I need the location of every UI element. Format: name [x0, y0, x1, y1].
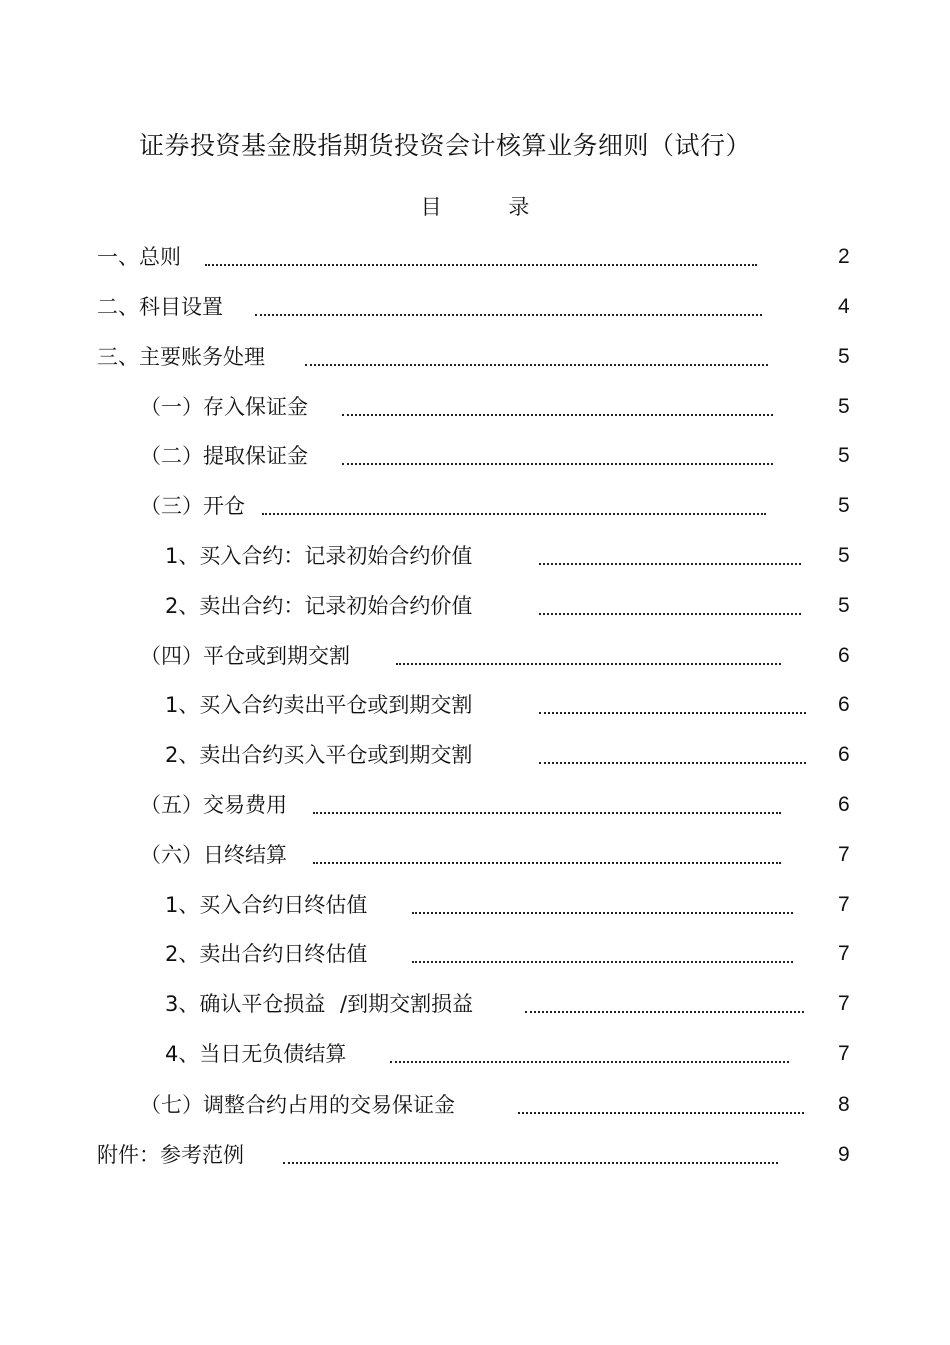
toc-dot-leader [305, 342, 768, 372]
toc-dot-leader [412, 890, 793, 920]
toc-entry-label: （四）平仓或到期交割 [140, 644, 350, 668]
toc-dot-leader [283, 1140, 778, 1170]
toc-dot-leader [396, 641, 781, 671]
toc-entry-label: 3、确认平仓损益 /到期交割损益 [165, 992, 474, 1016]
toc-entry-label: （一）存入保证金 [140, 395, 308, 419]
toc-page-number: 8 [838, 1093, 850, 1116]
toc-page-number: 5 [838, 444, 850, 467]
toc-entry-label: 2、卖出合约买入平仓或到期交割 [165, 743, 473, 767]
toc-entry-label: 1、买入合约日终估值 [165, 893, 368, 917]
toc-entry-label: 1、买入合约：记录初始合约价值 [165, 544, 473, 568]
toc-dot-leader [539, 541, 801, 571]
toc-dot-leader [390, 1039, 789, 1069]
toc-page-number: 5 [838, 594, 850, 617]
toc-page-number: 6 [838, 793, 850, 816]
toc-entry-label: 4、当日无负债结算 [165, 1042, 347, 1066]
toc-entry-label: （二）提取保证金 [140, 444, 308, 468]
toc-page-number: 5 [838, 395, 850, 418]
toc-page-number: 7 [838, 893, 850, 916]
toc-entry-label: 1、买入合约卖出平仓或到期交割 [165, 693, 473, 717]
toc-entry-label: （三）开仓 [140, 494, 245, 518]
toc-heading: 目 录 [420, 195, 560, 219]
toc-dot-leader [313, 840, 781, 870]
toc-dot-leader [262, 491, 766, 521]
toc-dot-leader [342, 392, 773, 422]
toc-entry-label: （七）调整合约占用的交易保证金 [140, 1093, 455, 1117]
toc-entry-label: 2、卖出合约：记录初始合约价值 [165, 594, 473, 618]
toc-page-number: 5 [838, 494, 850, 517]
toc-dot-leader [539, 690, 806, 720]
toc-page-number: 9 [838, 1143, 850, 1166]
toc-page-number: 7 [838, 992, 850, 1015]
toc-dot-leader [539, 591, 801, 621]
toc-page-number: 5 [838, 345, 850, 368]
toc-dot-leader [525, 989, 804, 1019]
toc-entry-label: （五）交易费用 [140, 793, 287, 817]
toc-entry-label: 二、科目设置 [97, 295, 223, 319]
toc-page-number: 7 [838, 942, 850, 965]
toc-page-number: 2 [838, 245, 850, 268]
toc-dot-leader [255, 292, 762, 322]
toc-entry-label: 一、总则 [97, 245, 181, 269]
toc-page-number: 7 [838, 1042, 850, 1065]
toc-page-number: 6 [838, 644, 850, 667]
toc-entry-label: 附件：参考范例 [97, 1143, 244, 1167]
toc-dot-leader [205, 242, 757, 272]
toc-page-number: 6 [838, 693, 850, 716]
toc-entry-label: 三、主要账务处理 [97, 345, 265, 369]
toc-entry-label: 2、卖出合约日终估值 [165, 942, 368, 966]
toc-dot-leader [412, 939, 793, 969]
toc-entry-label: （六）日终结算 [140, 843, 287, 867]
toc-page-number: 6 [838, 743, 850, 766]
document-title: 证券投资基金股指期货投资会计核算业务细则（试行） [138, 131, 751, 160]
toc-dot-leader [313, 790, 781, 820]
toc-page-number: 7 [838, 843, 850, 866]
toc-page-number: 4 [838, 295, 850, 318]
toc-page-number: 5 [838, 544, 850, 567]
toc-dot-leader [342, 441, 773, 471]
toc-dot-leader [518, 1090, 804, 1120]
toc-dot-leader [539, 740, 806, 770]
